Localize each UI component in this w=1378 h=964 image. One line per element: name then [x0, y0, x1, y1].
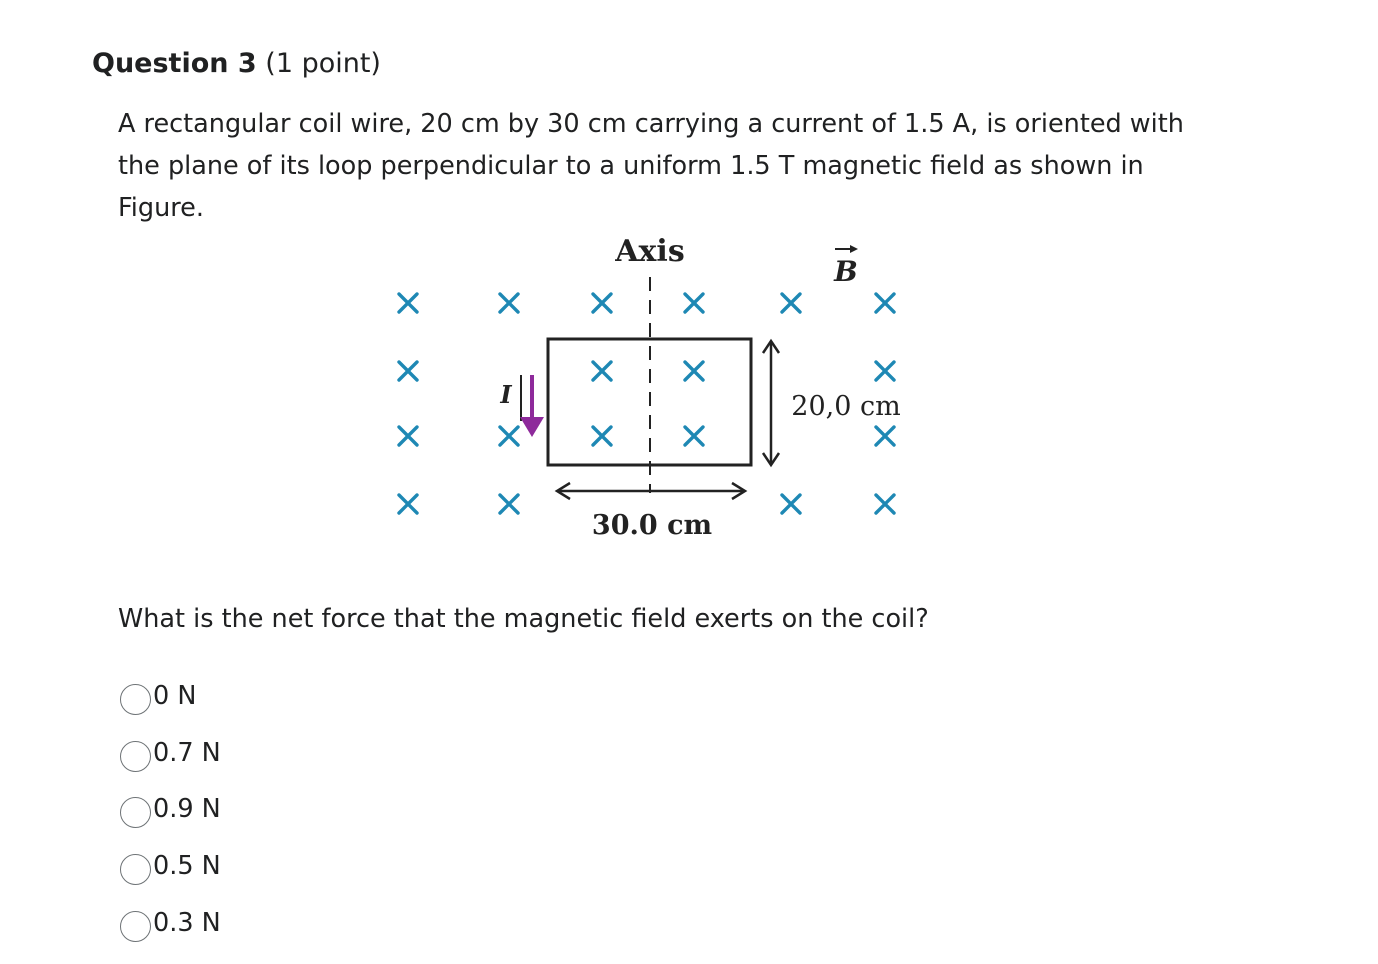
option-label: 0 N: [153, 681, 197, 711]
question-prompt: What is the net force that the magnetic field exerts on the coil?: [118, 604, 929, 634]
option-label: 0.9 N: [153, 794, 221, 824]
question-points: (1 point): [265, 48, 381, 79]
axis-label: Axis: [615, 234, 685, 269]
option-label: 0.7 N: [153, 738, 221, 768]
radio-button[interactable]: [120, 854, 151, 885]
answer-option[interactable]: [120, 789, 221, 829]
current-indicator: [499, 375, 544, 437]
answer-option[interactable]: [120, 733, 221, 773]
answer-option[interactable]: [120, 903, 221, 943]
answer-option[interactable]: [120, 846, 221, 886]
width-label: 30.0 cm: [591, 510, 713, 541]
option-label: 0.5 N: [153, 851, 221, 881]
question-title: Question 3: [92, 48, 257, 79]
question-body: A rectangular coil wire, 20 cm by 30 cm carrying a current of 1.5 A, is oriented with the plane of its loop perpendicular to a uniform 1.5 T magnetic field as shown in Figure.: [118, 109, 1184, 223]
radio-button[interactable]: [120, 911, 151, 942]
coil-figure: [380, 225, 940, 555]
question-header: [92, 46, 381, 82]
height-label: 20,0 cm: [791, 391, 901, 422]
radio-button[interactable]: [120, 684, 151, 715]
radio-button[interactable]: [120, 797, 151, 828]
field-vector-label: [833, 245, 858, 288]
height-dimension: [763, 341, 901, 465]
current-label: I: [500, 380, 512, 409]
coil-diagram: [380, 225, 940, 555]
width-dimension: [557, 483, 745, 541]
field-label: B: [834, 255, 858, 288]
answer-option[interactable]: [120, 676, 196, 716]
option-label: 0.3 N: [153, 908, 221, 938]
radio-button[interactable]: [120, 741, 151, 772]
